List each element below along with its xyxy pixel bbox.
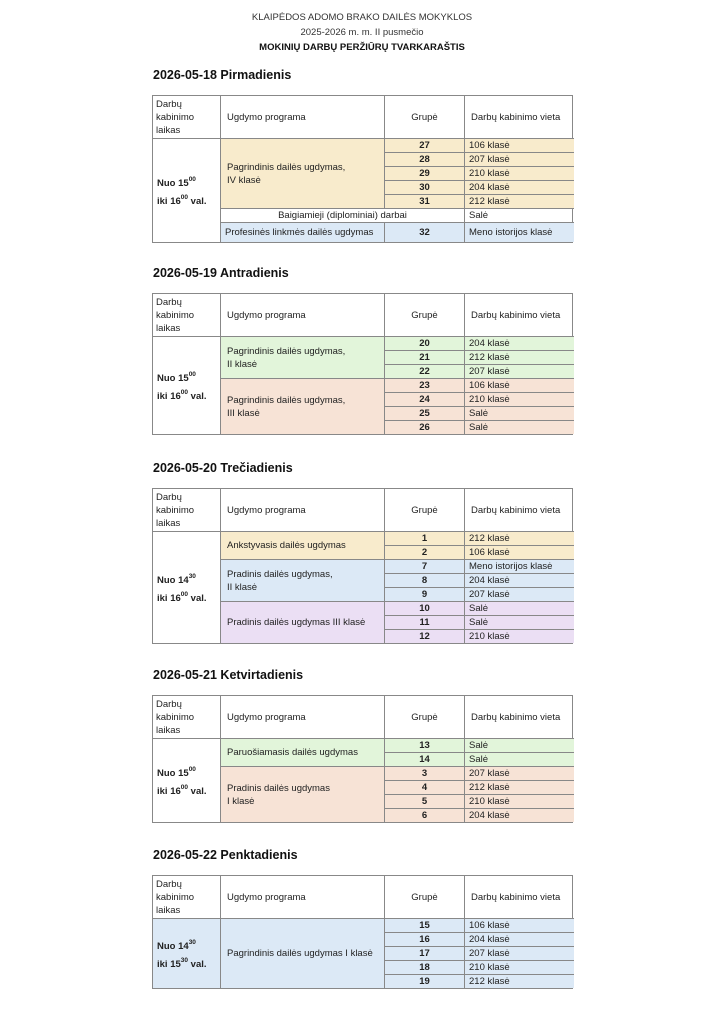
group-number: 31	[384, 194, 464, 208]
schedule-table	[152, 488, 573, 644]
room-location: Salė	[464, 752, 574, 766]
time-end-minutes: 30	[180, 956, 189, 964]
group-number: 29	[384, 166, 464, 180]
group-number: 26	[384, 420, 464, 434]
time-end: iki 16	[157, 195, 181, 207]
time-start-minutes: 00	[188, 370, 196, 378]
time-unit: val.	[188, 592, 207, 604]
time-range	[153, 173, 207, 209]
time-start: Nuo 15	[157, 372, 189, 384]
group-number: 6	[384, 808, 464, 822]
schedule-table	[152, 695, 573, 823]
time-start-minutes: 30	[188, 938, 196, 946]
time-unit: val.	[188, 958, 207, 970]
time-end-minutes: 00	[180, 590, 189, 598]
program-cell: Pradinis dailės ugdymas III klasė	[220, 601, 384, 643]
room-location: Salė	[464, 601, 574, 615]
room-location: 204 klasė	[464, 808, 574, 822]
header-time: Darbų kabinimo laikas	[156, 491, 195, 529]
program-cell: Pradinis dailės ugdymas I klasė	[220, 766, 384, 822]
group-number: 28	[384, 152, 464, 166]
group-number: 19	[384, 974, 464, 988]
header-location: Darbų kabinimo vieta	[464, 96, 574, 138]
time-range	[153, 368, 207, 404]
room-location: 207 klasė	[464, 152, 574, 166]
header-group: Grupė	[384, 96, 464, 138]
header-time: Darbų kabinimo laikas	[156, 698, 195, 736]
time-end: iki 15	[157, 958, 181, 970]
room-location: 207 klasė	[464, 766, 574, 780]
room-location: 207 klasė	[464, 946, 574, 960]
room-location: 212 klasė	[464, 350, 574, 364]
time-start: Nuo 15	[157, 177, 189, 189]
header-program: Ugdymo programa	[220, 876, 384, 918]
time-unit: val.	[188, 785, 207, 797]
group-number: 27	[384, 138, 464, 152]
room-location: 106 klasė	[464, 378, 574, 392]
program-cell: Pagrindinis dailės ugdymas, III klasė	[220, 378, 384, 434]
header-program: Ugdymo programa	[220, 696, 384, 738]
schedule-table	[152, 293, 573, 435]
program-cell: Pradinis dailės ugdymas, II klasė	[220, 559, 384, 601]
group-number: 9	[384, 587, 464, 601]
time-end-minutes: 00	[180, 388, 189, 396]
group-number: 14	[384, 752, 464, 766]
room-location: 210 klasė	[464, 392, 574, 406]
day-title: 2026-05-19 Antradienis	[153, 266, 289, 280]
room-location: Salė	[464, 615, 574, 629]
document-title: MOKINIŲ DARBŲ PERŽIŪRŲ TVARKARAŠTIS	[259, 42, 465, 53]
time-cell	[153, 138, 220, 242]
room-location: 204 klasė	[464, 932, 574, 946]
header-group: Grupė	[384, 696, 464, 738]
room-location: Meno istorijos klasė	[464, 559, 574, 573]
room-location: Salė	[464, 406, 574, 420]
room-location: 212 klasė	[464, 780, 574, 794]
room-location: 204 klasė	[464, 573, 574, 587]
group-number: 16	[384, 932, 464, 946]
time-start: Nuo 14	[157, 574, 189, 586]
day-title: 2026-05-20 Trečiadienis	[153, 461, 293, 475]
room-location: 212 klasė	[464, 194, 574, 208]
time-range	[153, 763, 207, 799]
group-number: 25	[384, 406, 464, 420]
time-start-minutes: 00	[188, 175, 196, 183]
group-number: 10	[384, 601, 464, 615]
program-cell: Pagrindinis dailės ugdymas, IV klasė	[220, 138, 384, 208]
room-location: Salė	[464, 738, 574, 752]
program-cell: Pagrindinis dailės ugdymas, II klasė	[220, 336, 384, 378]
room-location: 204 klasė	[464, 180, 574, 194]
header-group: Grupė	[384, 294, 464, 336]
time-start: Nuo 15	[157, 767, 189, 779]
group-number: 23	[384, 378, 464, 392]
header-program: Ugdymo programa	[220, 294, 384, 336]
room-location: 210 klasė	[464, 166, 574, 180]
group-number: 5	[384, 794, 464, 808]
school-name: KLAIPĖDOS ADOMO BRAKO DAILĖS MOKYKLOS	[251, 12, 473, 23]
header-location: Darbų kabinimo vieta	[464, 876, 574, 918]
program-cell: Paruošiamasis dailės ugdymas	[220, 738, 384, 766]
header-time: Darbų kabinimo laikas	[156, 98, 195, 136]
program-cell: Pagrindinis dailės ugdymas I klasė	[220, 918, 384, 988]
room-location: 210 klasė	[464, 960, 574, 974]
room-location: 207 klasė	[464, 587, 574, 601]
room-location: 204 klasė	[464, 336, 574, 350]
day-title: 2026-05-21 Ketvirtadienis	[153, 668, 304, 682]
group-number: 4	[384, 780, 464, 794]
header-group: Grupė	[384, 489, 464, 531]
day-title: 2026-05-18 Pirmadienis	[153, 68, 292, 82]
time-range	[153, 936, 207, 972]
room-location: 212 klasė	[464, 531, 574, 545]
room-location: 106 klasė	[464, 545, 574, 559]
time-unit: val.	[188, 390, 207, 402]
time-end-minutes: 00	[180, 783, 189, 791]
room-location: 106 klasė	[464, 918, 574, 932]
room-location: 106 klasė	[464, 138, 574, 152]
time-unit: val.	[188, 195, 207, 207]
day-title: 2026-05-22 Penktadienis	[153, 848, 298, 862]
header-location: Darbų kabinimo vieta	[464, 294, 574, 336]
group-number: 8	[384, 573, 464, 587]
group-number: 32	[384, 222, 464, 242]
special-program: Baigiamieji (diplominiai) darbai	[220, 208, 464, 222]
group-number: 13	[384, 738, 464, 752]
header-group: Grupė	[384, 876, 464, 918]
room-location: 212 klasė	[464, 974, 574, 988]
header-time: Darbų kabinimo laikas	[156, 878, 195, 916]
program-cell: Profesinės linkmės dailės ugdymas	[220, 222, 384, 242]
schedule-table	[152, 95, 573, 243]
group-number: 15	[384, 918, 464, 932]
header-time: Darbų kabinimo laikas	[156, 296, 195, 334]
group-number: 12	[384, 629, 464, 643]
time-start: Nuo 14	[157, 940, 189, 952]
header-location: Darbų kabinimo vieta	[464, 696, 574, 738]
time-cell	[153, 336, 220, 434]
time-cell	[153, 738, 220, 822]
time-end-minutes: 00	[180, 193, 189, 201]
group-number: 2	[384, 545, 464, 559]
time-end: iki 16	[157, 592, 181, 604]
header-program: Ugdymo programa	[220, 96, 384, 138]
term-label: 2025-2026 m. m. II pusmečio	[300, 27, 424, 38]
program-cell: Ankstyvasis dailės ugdymas	[220, 531, 384, 559]
group-number: 3	[384, 766, 464, 780]
room-location: Meno istorijos klasė	[464, 222, 574, 242]
schedule-table	[152, 875, 573, 989]
time-end: iki 16	[157, 390, 181, 402]
group-number: 21	[384, 350, 464, 364]
room-location: 207 klasė	[464, 364, 574, 378]
group-number: 18	[384, 960, 464, 974]
group-number: 1	[384, 531, 464, 545]
time-end: iki 16	[157, 785, 181, 797]
header-program: Ugdymo programa	[220, 489, 384, 531]
time-start-minutes: 00	[188, 765, 196, 773]
group-number: 11	[384, 615, 464, 629]
room-location: Salė	[464, 420, 574, 434]
group-number: 24	[384, 392, 464, 406]
group-number: 22	[384, 364, 464, 378]
room-location: 210 klasė	[464, 794, 574, 808]
time-cell	[153, 531, 220, 643]
group-number: 30	[384, 180, 464, 194]
time-start-minutes: 30	[188, 572, 196, 580]
time-range	[153, 570, 207, 606]
time-cell	[153, 918, 220, 988]
group-number: 7	[384, 559, 464, 573]
room-location: Salė	[464, 208, 574, 222]
room-location: 210 klasė	[464, 629, 574, 643]
group-number: 17	[384, 946, 464, 960]
header-location: Darbų kabinimo vieta	[464, 489, 574, 531]
group-number: 20	[384, 336, 464, 350]
